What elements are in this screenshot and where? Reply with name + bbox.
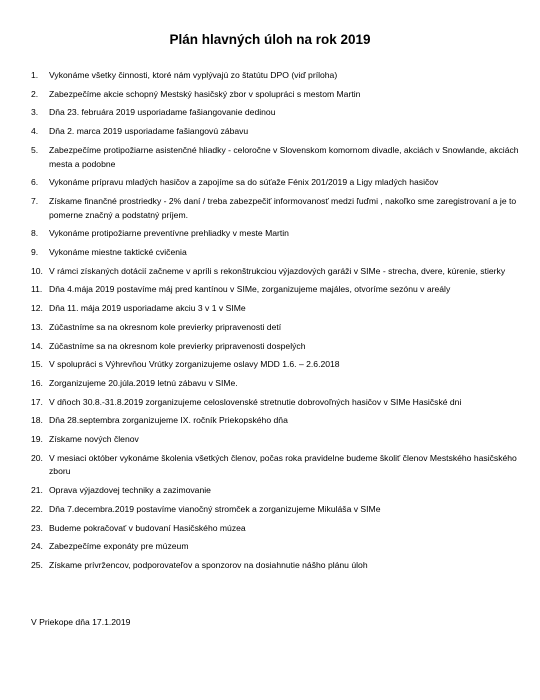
- list-item-text: Dňa 2. marca 2019 usporiadame fašiangovú zábavu: [49, 126, 249, 137]
- list-item: [31, 358, 521, 372]
- list-item-number: 1.: [31, 70, 39, 80]
- list-item-text: Získame prívržencov, podporovateľov a sponzorov na dosiahnutie nášho plánu úloh: [49, 559, 368, 570]
- list-item-text: Zorganizujeme 20.júla.2019 letnú zábavu v SIMe.: [49, 377, 238, 388]
- list-item-text: Vykonáme miestne taktické cvičenia: [49, 247, 187, 258]
- list-item-number: 24.: [31, 541, 43, 552]
- list-item-text: V mesiaci október vykonáme školenia všetkých členov, počas roka pravidelne budeme školiť členov Mestského hasičského zboru: [49, 452, 517, 477]
- list-item: [31, 125, 521, 139]
- list-item-number: 19.: [31, 433, 43, 444]
- list-item-number: 18.: [31, 415, 43, 426]
- list-item-number: 20.: [31, 452, 43, 463]
- list-item: [31, 144, 521, 172]
- list-item-text: Oprava výjazdovej techniky a zazimovanie: [49, 485, 211, 496]
- list-item-text: Dňa 23. februára 2019 usporiadame fašiangovanie dedinou: [49, 107, 276, 118]
- list-item-number: 14.: [31, 340, 43, 351]
- list-item-number: 9.: [31, 247, 39, 258]
- list-item: [31, 433, 521, 447]
- list-item-number: 6.: [31, 177, 39, 188]
- list-item-text: Vykonáme prípravu mladých hasičov a zapojíme sa do súťaže Fénix 201/2019 a Ligy mladých hasičov: [49, 177, 439, 188]
- list-item-text: V dňoch 30.8.-31.8.2019 zorganizujeme celoslovenské stretnutie dobrovoľných hasičov v SIMe Hasičské dni: [49, 396, 462, 407]
- list-item-number: 12.: [31, 303, 43, 314]
- list-item-number: 23.: [31, 522, 43, 533]
- list-item: [31, 377, 521, 391]
- list-item: [31, 265, 521, 279]
- list-item-number: 8.: [31, 228, 39, 239]
- list-item: [31, 227, 521, 241]
- list-item: [31, 484, 521, 498]
- list-item-text: V rámci získaných dotácií začneme v apríli s rekonštrukciou výjazdových garáži v SIMe - strecha, dvere, kúrenie, stierky: [49, 265, 506, 276]
- list-item: [31, 69, 521, 83]
- list-item: [31, 540, 521, 554]
- list-item-text: Zabezpečíme protipožiarne asistenčné hliadky - celoročne v Slovenskom komornom divadle, akciách v Snowlande, akciách mesta a podobne: [49, 144, 519, 169]
- list-item-number: 11.: [31, 284, 43, 295]
- list-item: [31, 503, 521, 517]
- list-item: [31, 88, 521, 102]
- list-item-text: Dňa 4.mája 2019 postavíme máj pred kantínou v SIMe, zorganizujeme majáles, otvoríme sezónu v areály: [49, 284, 451, 295]
- list-item-text: Vykonáme všetky činnosti, ktoré nám vyplývajú zo štatútu DPO (viď príloha): [49, 70, 338, 80]
- list-item-number: 13.: [31, 321, 43, 332]
- list-item: [31, 246, 521, 260]
- list-item: [31, 452, 521, 480]
- list-item-text: Dňa 28.septembra zorganizujeme IX. ročník Priekopského dňa: [49, 415, 288, 426]
- list-item-number: 2.: [31, 88, 39, 99]
- list-item: [31, 321, 521, 335]
- list-item-text: V spolupráci s Výhrevňou Vrútky zorganizujeme oslavy MDD 1.6. – 2.6.2018: [49, 359, 340, 370]
- list-item-number: 3.: [31, 107, 39, 118]
- list-item-number: 5.: [31, 144, 39, 155]
- list-item-text: Dňa 7.decembra.2019 postavíme vianočný stromček a zorganizujeme Mikuláša v SIMe: [49, 503, 381, 514]
- task-list: [31, 69, 521, 578]
- list-item: [31, 106, 521, 120]
- list-item-text: Zúčastníme sa na okresnom kole previerky pripravenosti dospelých: [49, 340, 306, 351]
- list-item-number: 10.: [31, 265, 43, 276]
- list-item: [31, 176, 521, 190]
- list-item-number: 7.: [31, 195, 39, 206]
- list-item: [31, 396, 521, 410]
- list-item-text: Získame finančné prostriedky - 2% daní / treba zabezpečiť informovanosť medzi ľuďmi , nakoľko sme zaregistrovaní a je to pomerne značný a podstatný príjem.: [49, 195, 517, 220]
- list-item-number: 17.: [31, 396, 43, 407]
- list-item: [31, 195, 521, 223]
- list-item-text: Zúčastníme sa na okresnom kole previerky pripravenosti detí: [49, 321, 282, 332]
- list-item-number: 15.: [31, 359, 43, 370]
- list-item-text: Zabezpečíme exponáty pre múzeum: [49, 541, 189, 552]
- list-item-number: 4.: [31, 126, 39, 137]
- list-item-number: 22.: [31, 503, 43, 514]
- list-item-number: 25.: [31, 559, 43, 570]
- list-item-number: 16.: [31, 377, 43, 388]
- document-title: Plán hlavných úloh na rok 2019: [169, 32, 371, 47]
- list-item: [31, 283, 521, 297]
- list-item: [31, 414, 521, 428]
- list-item-text: Vykonáme protipožiarne preventívne prehliadky v meste Martin: [49, 228, 289, 239]
- list-item: [31, 559, 521, 573]
- list-item-text: Zabezpečíme akcie schopný Mestský hasičský zbor v spolupráci s mestom Martin: [49, 88, 361, 99]
- document-footer: V Priekope dňa 17.1.2019: [31, 617, 131, 627]
- list-item: [31, 522, 521, 536]
- list-item: [31, 340, 521, 354]
- list-item-text: Budeme pokračovať v budovaní Hasičského múzea: [49, 522, 246, 533]
- list-item-text: Získame nových členov: [49, 433, 139, 444]
- list-item-text: Dňa 11. mája 2019 usporiadame akciu 3 v 1 v SIMe: [49, 303, 246, 314]
- list-item-number: 21.: [31, 485, 43, 496]
- list-item: [31, 302, 521, 316]
